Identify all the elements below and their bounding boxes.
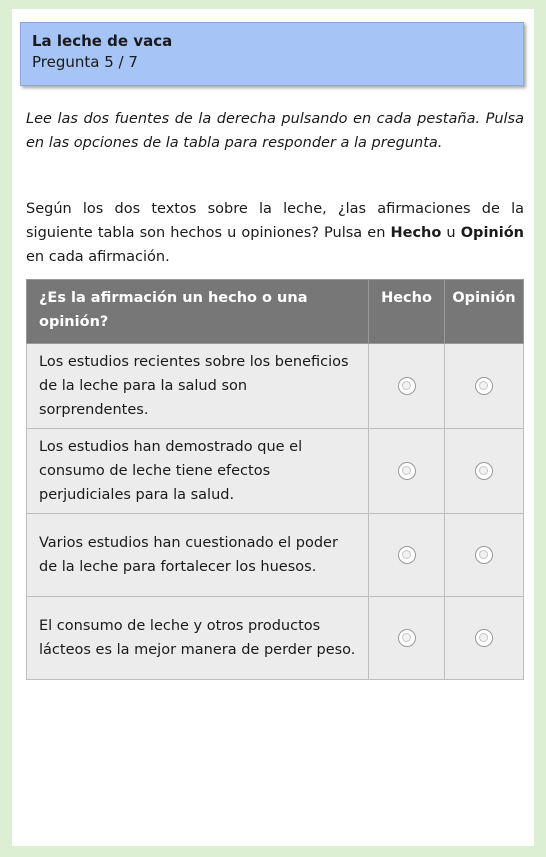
opinion-radio[interactable]: [475, 629, 493, 647]
hecho-cell: [369, 597, 445, 680]
statement-text: Los estudios recientes sobre los beneficios de la leche para la salud son sorprendentes.: [27, 344, 369, 429]
opinion-cell: [445, 429, 524, 514]
hecho-radio[interactable]: [398, 629, 416, 647]
hecho-radio[interactable]: [398, 462, 416, 480]
table-row: [27, 597, 524, 680]
table-header-row: [27, 280, 524, 344]
answer-table: [26, 279, 524, 680]
question-progress: Pregunta 5 / 7: [32, 53, 138, 71]
statement-text: Varios estudios han cuestionado el poder de la leche para fortalecer los huesos.: [27, 514, 369, 597]
table-row: [27, 514, 524, 597]
hecho-radio[interactable]: [398, 546, 416, 564]
opinion-cell: [445, 344, 524, 429]
opinion-column-header: Opinión: [445, 280, 524, 344]
question-text-end: en cada afirmación.: [26, 249, 170, 265]
opinion-cell: [445, 514, 524, 597]
option-opinion-label: Opinión: [460, 225, 524, 241]
statement-text: Los estudios han demostrado que el consumo de leche tiene efectos perjudiciales para la salud.: [27, 429, 369, 514]
unit-title: La leche de vaca: [32, 32, 173, 50]
statement-text: El consumo de leche y otros productos lácteos es la mejor manera de perder peso.: [27, 597, 369, 680]
opinion-radio[interactable]: [475, 377, 493, 395]
opinion-radio[interactable]: [475, 462, 493, 480]
statement-column-header: ¿Es la afirmación un hecho o una opinión?: [27, 280, 369, 344]
question-header: [20, 22, 524, 86]
table-row: [27, 344, 524, 429]
question-text: [26, 197, 524, 269]
question-connector: u: [441, 225, 461, 241]
opinion-radio[interactable]: [475, 546, 493, 564]
hecho-cell: [369, 514, 445, 597]
instructions-text: Lee las dos fuentes de la derecha pulsando en cada pestaña. Pulsa en las opciones de la tabla para responder a la pregunta.: [26, 111, 524, 151]
hecho-column-header: Hecho: [369, 280, 445, 344]
question-panel: [12, 9, 534, 846]
question-text-start: Según los dos textos sobre la leche, ¿las afirmaciones de la siguiente tabla son hechos u opiniones? Pulsa en: [26, 201, 524, 241]
opinion-cell: [445, 597, 524, 680]
option-hecho-label: Hecho: [390, 225, 442, 241]
table-row: [27, 429, 524, 514]
hecho-cell: [369, 429, 445, 514]
hecho-radio[interactable]: [398, 377, 416, 395]
hecho-cell: [369, 344, 445, 429]
